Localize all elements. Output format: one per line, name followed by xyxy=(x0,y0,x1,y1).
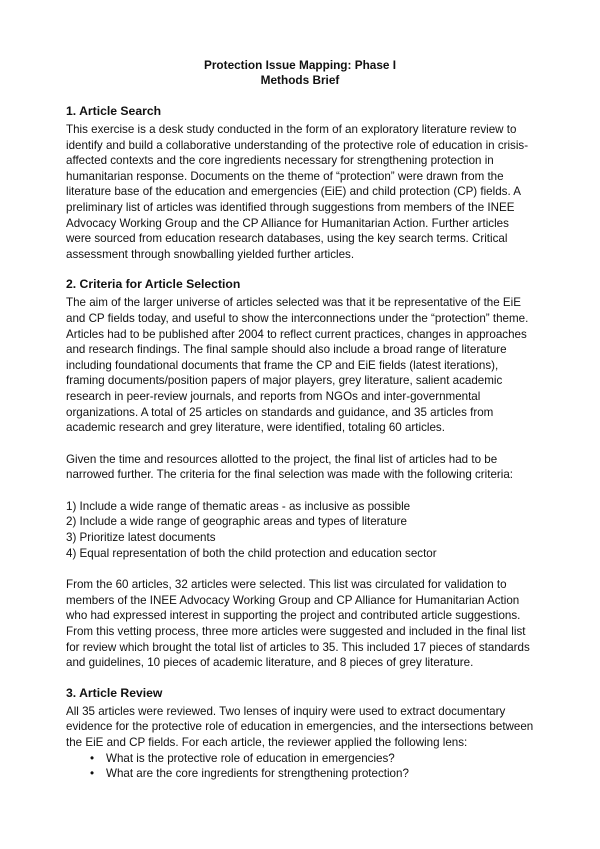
list-item: 3) Prioritize latest documents xyxy=(66,531,216,545)
document-title xyxy=(66,58,534,88)
paragraph: This exercise is a desk study conducted in the form of an exploratory literature review to identify and build a collaborative understanding of the protective role of education in crisis-affected contexts and the core ingredients necessary for strengthening protection in humanitarian response. Documents on the theme of “protection” were drawn from the literature base of the education and emergencies (EiE) and child protection (CP) fields. A preliminary list of articles was identified through suggestions from members of the INEE Advocacy Working Group and the CP Alliance for Humanitarian Action. Further articles were sourced from education research databases, using the key search terms. Critical assessment through snowballing yielded further articles. xyxy=(66,123,529,261)
paragraph: All 35 articles were reviewed. Two lenses of inquiry were used to extract documentary evidence for the protective role of education in emergencies, and the intersections between the EiE and CP fields. For each article, the reviewer applied the following lens: xyxy=(66,704,534,749)
section-heading: 3. Article Review xyxy=(66,685,163,700)
section-article-review xyxy=(66,686,534,782)
section-heading: 1. Article Search xyxy=(66,104,162,118)
list-item: 2) Include a wide range of geographic areas and types of literature xyxy=(66,515,407,529)
paragraph: Given the time and resources allotted to the project, the final list of articles had to be narrowed further. The criteria for the final selection was made with the following criteria: xyxy=(66,452,513,482)
list-item: • What is the protective role of education in emergencies? xyxy=(90,751,534,767)
list-item: 1) Include a wide range of thematic areas - as inclusive as possible xyxy=(66,499,411,513)
paragraph: The aim of the larger universe of articles selected was that it be representative of the EiE and CP fields today, and useful to show the interconnections under the “protection” theme. Articles had to be published after 2004 to reflect current practices, changes in approaches and research findings. The final sample should also include a broad range of literature including foundational documents that frame the CP and EiE fields (latest iterations), framing documents/position papers of major players, grey literature, salient academic research in peer-review journals, and reports from NGOs and inter-governmental organizations. A total of 25 articles on standards and guidance, and 35 articles from academic research and grey literature, were identified, totaling 60 articles. xyxy=(66,296,529,435)
title-line-1: Protection Issue Mapping: Phase I xyxy=(203,58,397,72)
lens-bullet-list xyxy=(66,751,534,782)
section-criteria xyxy=(66,277,534,670)
criteria-list xyxy=(66,499,534,561)
section-heading: 2. Criteria for Article Selection xyxy=(66,277,241,292)
list-item: • What are the core ingredients for strengthening protection? xyxy=(90,766,534,782)
section-article-search xyxy=(66,104,534,262)
paragraph: From the 60 articles, 32 articles were selected. This list was circulated for validation to members of the INEE Advocacy Working Group and CP Alliance for Humanitarian Action who had expressed interest in supporting the project and contributed article suggestions. From this vetting process, three more articles were suggested and included in the final list for review which brought the total list of articles to 35. This included 17 pieces of standards and guidelines, 10 pieces of academic literature, and 8 pieces of grey literature. xyxy=(66,578,530,670)
title-line-2: Methods Brief xyxy=(260,73,340,87)
list-item: 4) Equal representation of both the child protection and education sector xyxy=(66,546,437,560)
